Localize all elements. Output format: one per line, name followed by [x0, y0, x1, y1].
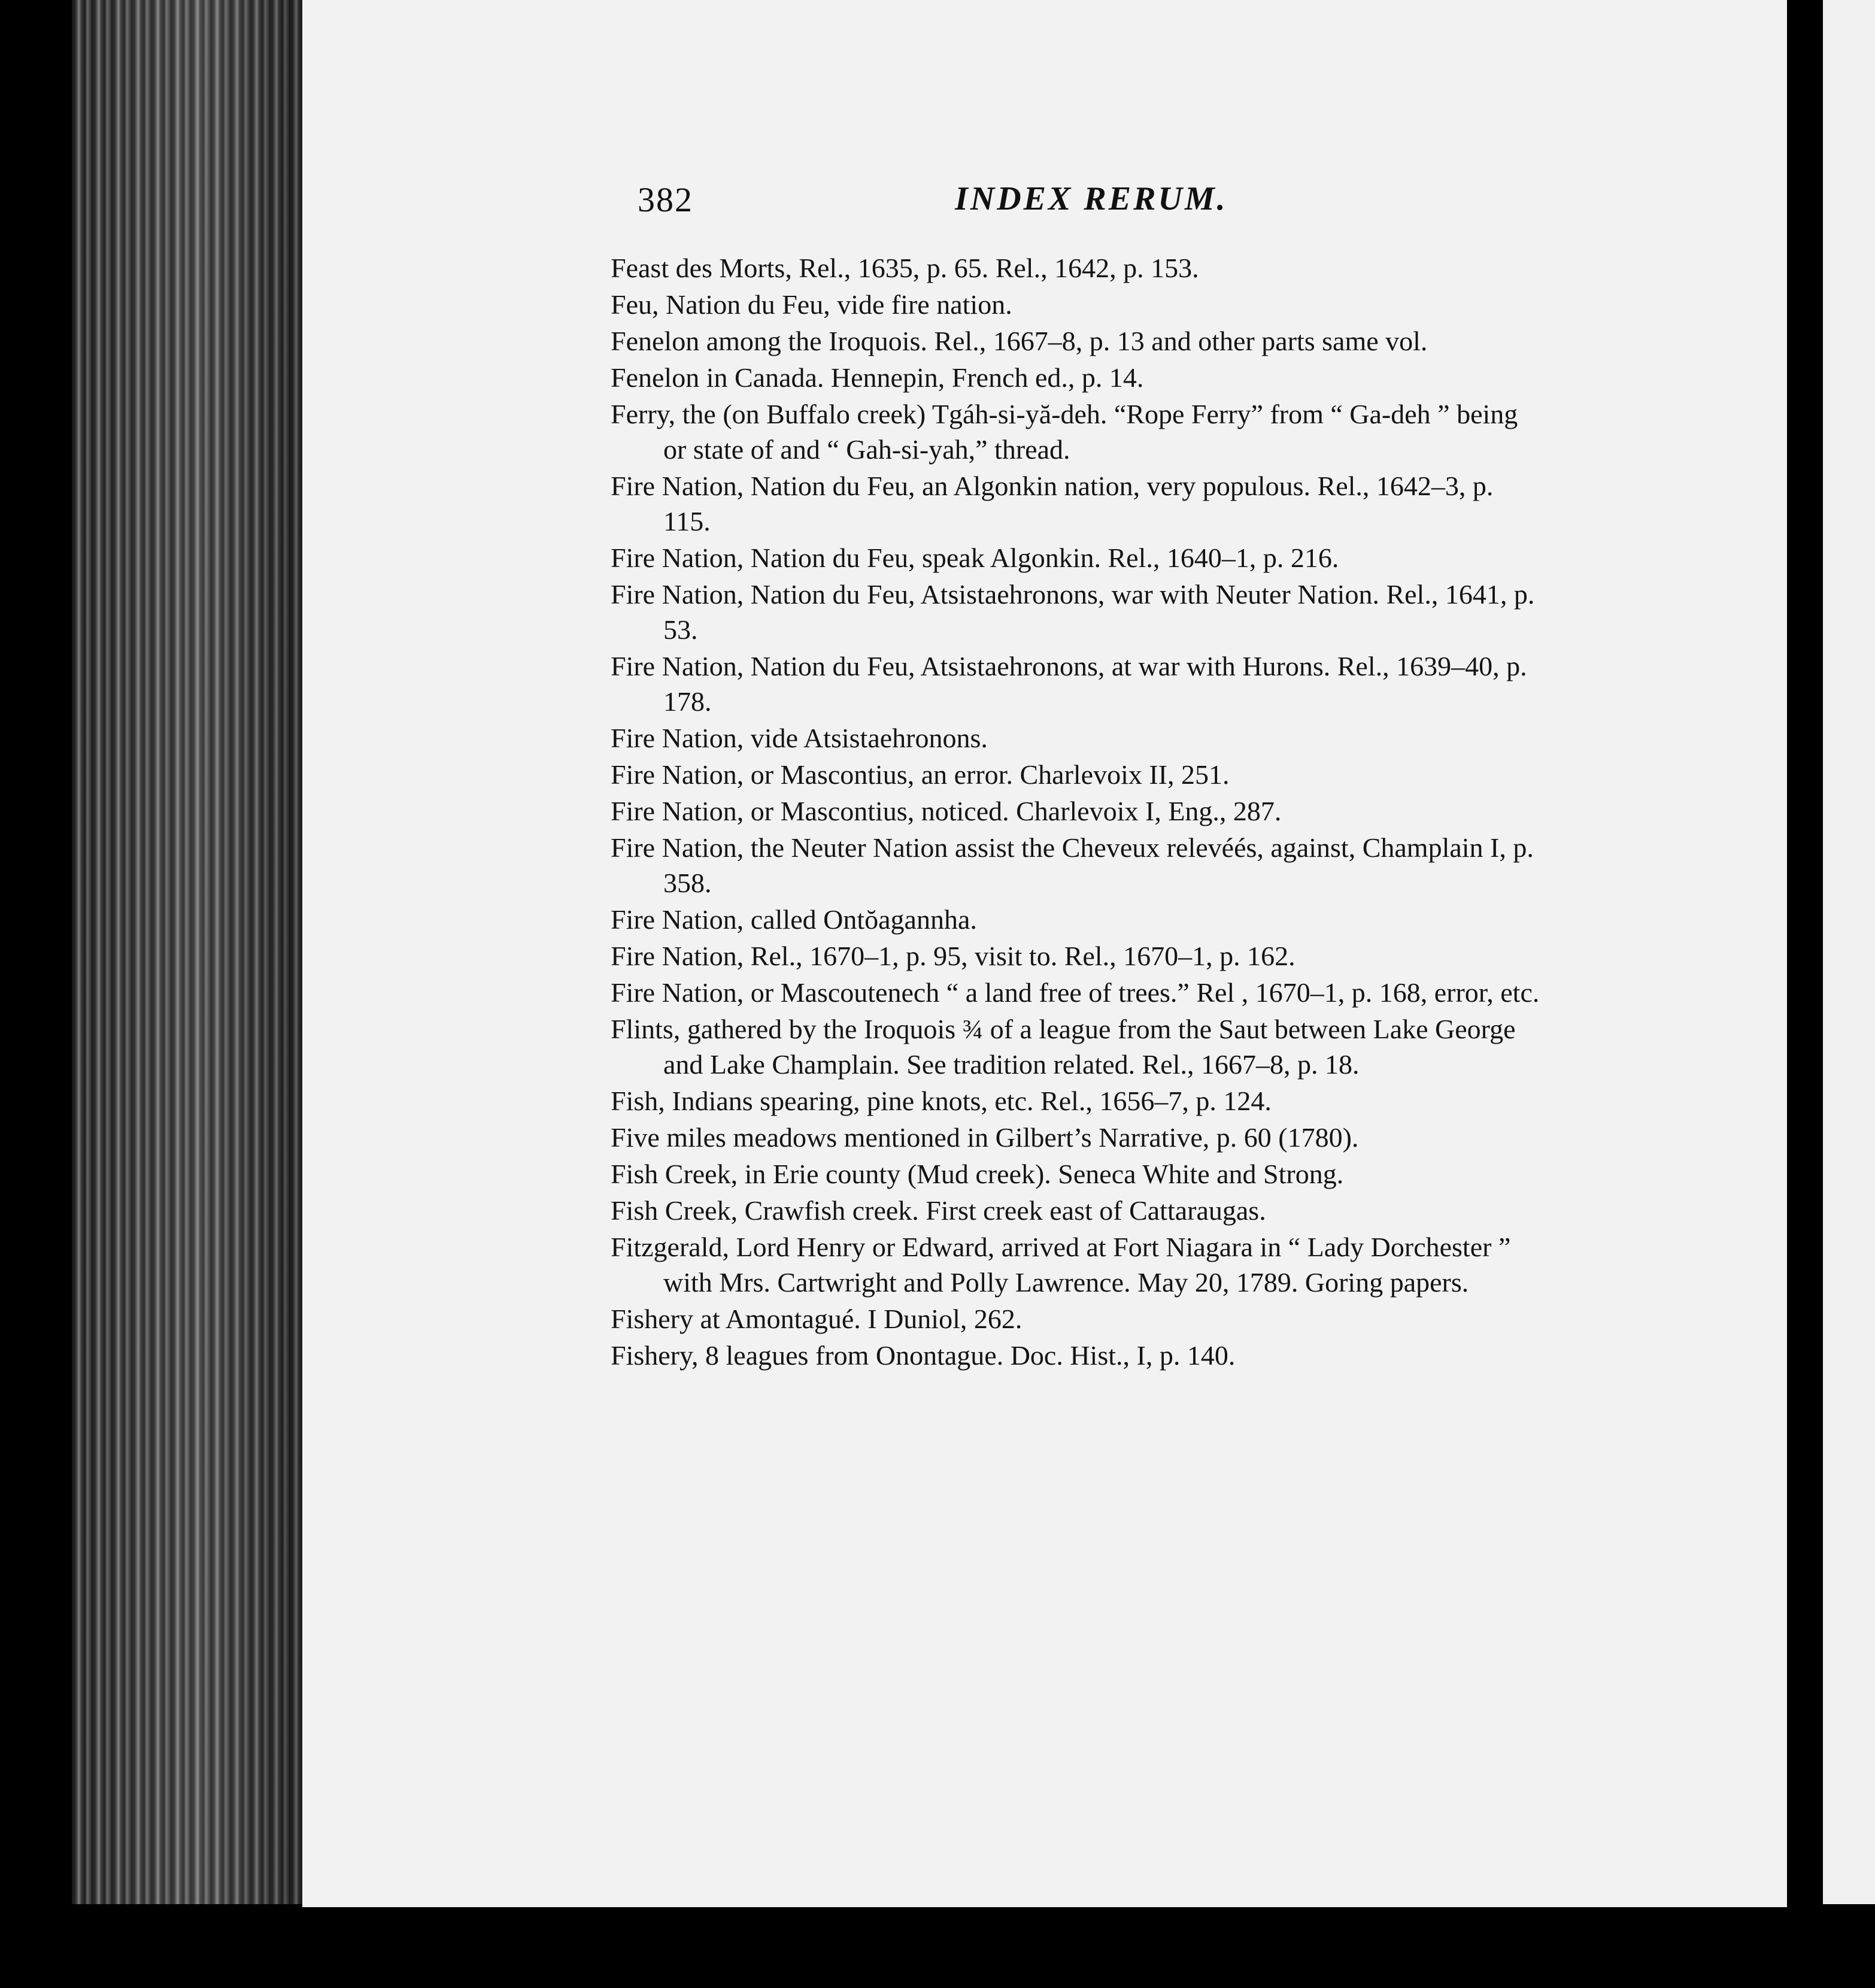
book-fore-edge: [72, 0, 311, 1904]
index-entry: Ferry, the (on Buffalo creek) Tgáh-si-yă-deh. “Rope Ferry” from “ Ga-deh ” being or state of and “ Gah-si-yah,” thread.: [611, 399, 1518, 465]
index-entry: Fire Nation, Nation du Feu, speak Algonkin. Rel., 1640–1, p. 216.: [611, 543, 1339, 573]
page-number: 382: [638, 180, 693, 219]
running-title: INDEX RERUM.: [955, 180, 1228, 217]
index-entry: Feu, Nation du Feu, vide fire nation.: [611, 289, 1012, 320]
index-entry: Feast des Morts, Rel., 1635, p. 65. Rel., 1642, p. 153.: [611, 253, 1199, 283]
index-entry: Fenelon in Canada. Hennepin, French ed., p. 14.: [611, 362, 1144, 393]
index-entry: Fire Nation, Nation du Feu, Atsistaehronons, war with Neuter Nation. Rel., 1641, p. 53.: [611, 579, 1535, 645]
index-entry: Fire Nation, or Mascoutenech “ a land free of trees.” Rel , 1670–1, p. 168, error, etc.: [611, 977, 1540, 1008]
index-entry: Fire Nation, called Ontŏagannha.: [611, 904, 977, 935]
running-head: [638, 180, 1236, 228]
index-entry: Fish Creek, in Erie county (Mud creek). Seneca White and Strong.: [611, 1159, 1344, 1189]
scan-border: [0, 1907, 1875, 1988]
index-entry: Fire Nation, the Neuter Nation assist the Cheveux relevéés, against, Champlain I, p. 358.: [611, 832, 1534, 898]
index-entry: Fire Nation, Nation du Feu, an Algonkin nation, very populous. Rel., 1642–3, p. 115.: [611, 471, 1494, 537]
index-entry: Fishery at Amontagué. I Duniol, 262.: [611, 1304, 1023, 1334]
index-entry: Fish Creek, Crawfish creek. First creek east of Cattaraugas.: [611, 1195, 1266, 1226]
index-entry: Fish, Indians spearing, pine knots, etc. Rel., 1656–7, p. 124.: [611, 1086, 1272, 1116]
index-entry: Fire Nation, vide Atsistaehronons.: [611, 723, 988, 753]
index-entry: Fenelon among the Iroquois. Rel., 1667–8, p. 13 and other parts same vol.: [611, 326, 1428, 356]
index-entry: Fire Nation, or Mascontius, an error. Charlevoix II, 251.: [611, 759, 1230, 790]
index-entry: Fire Nation, Nation du Feu, Atsistaehronons, at war with Hurons. Rel., 1639–40, p. 178.: [611, 651, 1527, 717]
index-entry: Five miles meadows mentioned in Gilbert’s Narrative, p. 60 (1780).: [611, 1122, 1359, 1153]
facing-page-edge: [1823, 0, 1875, 1904]
index-entry: Fishery, 8 leagues from Onontague. Doc. Hist., I, p. 140.: [611, 1340, 1236, 1371]
index-entries: [611, 250, 1545, 1374]
index-entry: Fitzgerald, Lord Henry or Edward, arrived at Fort Niagara in “ Lady Dorchester ” with Mrs. Cartwright and Polly Lawrence. May 20, 1789. Goring papers.: [611, 1232, 1511, 1298]
index-entry: Fire Nation, Rel., 1670–1, p. 95, visit to. Rel., 1670–1, p. 162.: [611, 941, 1295, 971]
index-entry: Flints, gathered by the Iroquois ¾ of a league from the Saut between Lake George and Lake Champlain. See tradition related. Rel., 1667–8, p. 18.: [611, 1014, 1516, 1080]
index-entry: Fire Nation, or Mascontius, noticed. Charlevoix I, Eng., 287.: [611, 796, 1282, 826]
